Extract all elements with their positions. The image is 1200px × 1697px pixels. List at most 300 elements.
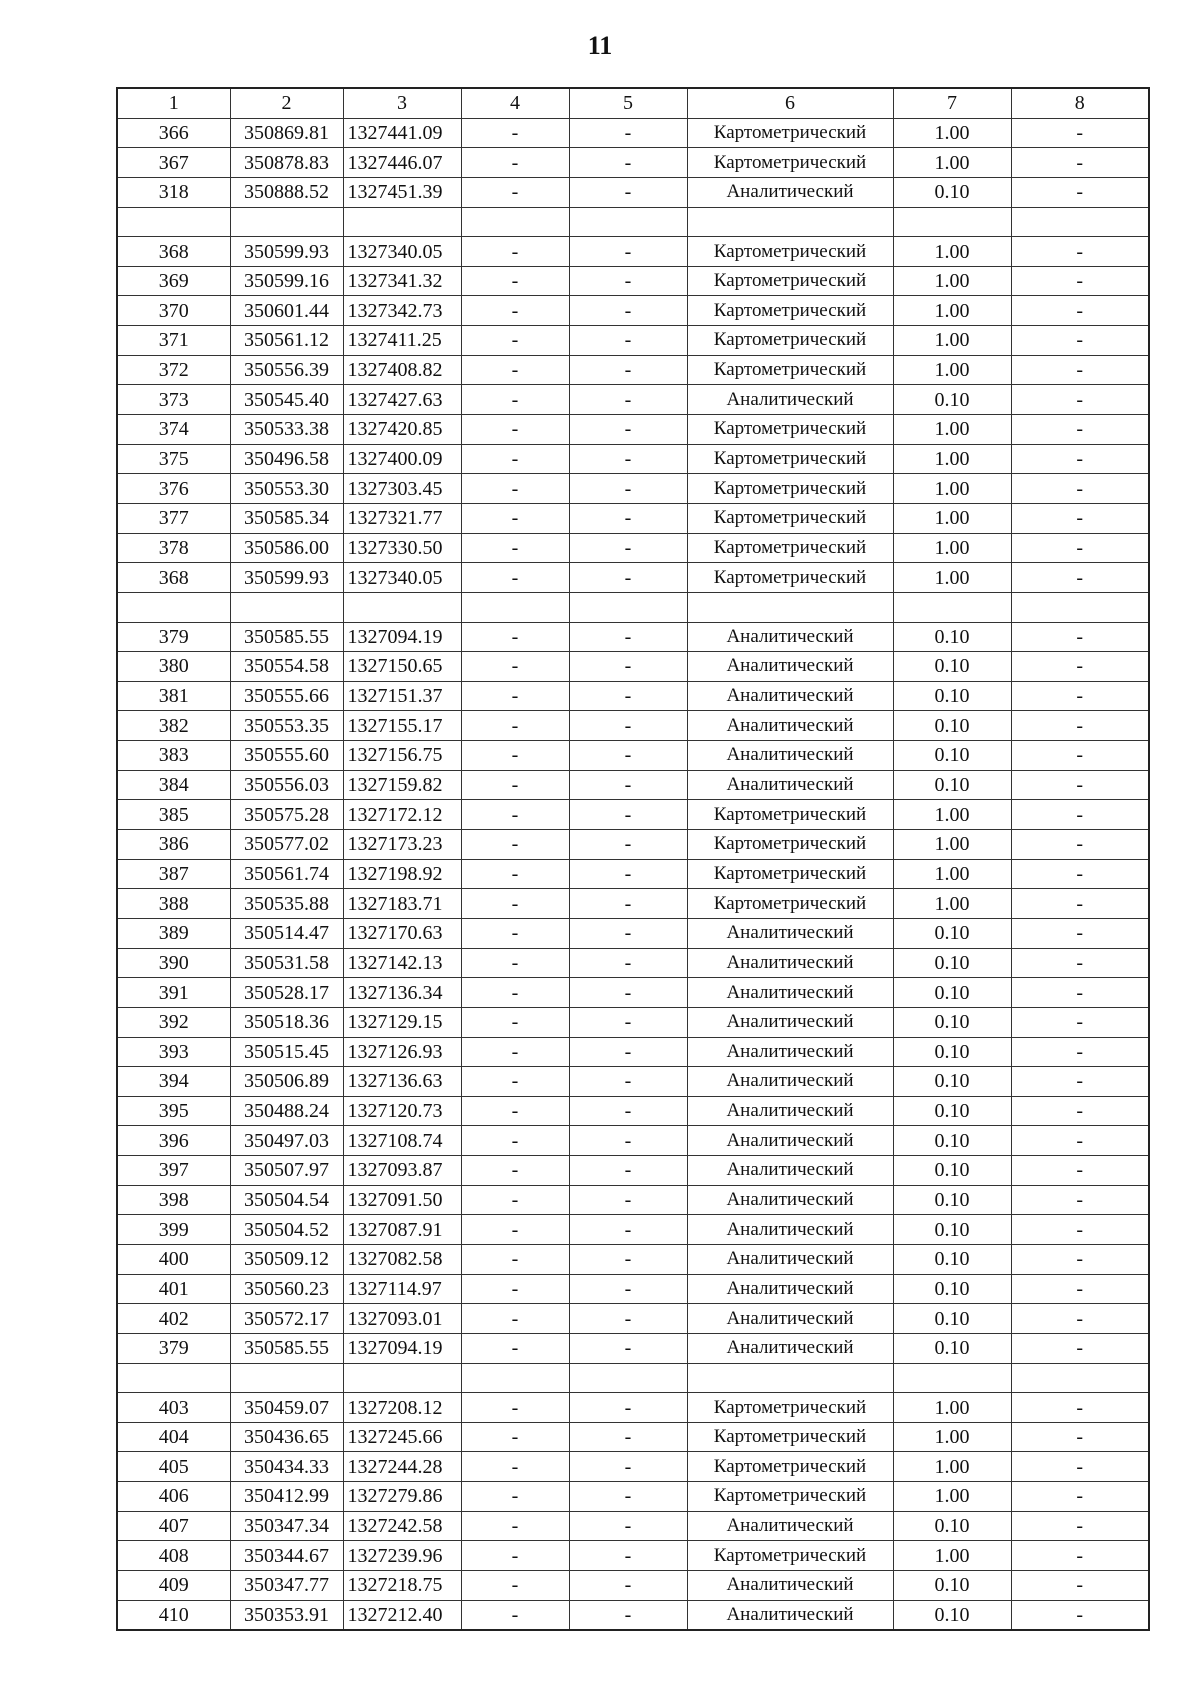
method-cell: Аналитический [687,1037,893,1067]
coord-x-cell: 350459.07 [230,1393,343,1423]
col-4-cell: - [461,266,569,296]
point-number-cell: 380 [117,652,230,682]
accuracy-cell: 0.10 [893,948,1011,978]
accuracy-cell: 0.10 [893,1511,1011,1541]
col-4-cell: - [461,1452,569,1482]
point-number-cell: 369 [117,266,230,296]
table-row [117,385,1149,415]
coord-x-cell: 350577.02 [230,830,343,860]
col-8-cell [1011,1363,1149,1393]
accuracy-cell: 0.10 [893,1126,1011,1156]
point-number-cell: 386 [117,830,230,860]
method-cell: Аналитический [687,1156,893,1186]
col-4-cell: - [461,681,569,711]
method-cell: Аналитический [687,1215,893,1245]
col-8-cell [1011,207,1149,237]
col-8-cell: - [1011,1037,1149,1067]
method-cell: Аналитический [687,1304,893,1334]
coord-x-cell: 350545.40 [230,385,343,415]
header-col-2: 2 [230,88,343,118]
method-cell: Аналитический [687,1600,893,1630]
coord-y-cell: 1327091.50 [343,1185,461,1215]
col-4-cell: - [461,474,569,504]
table-row [117,474,1149,504]
coord-x-cell: 350585.34 [230,503,343,533]
point-number-cell: 400 [117,1244,230,1274]
col-8-cell: - [1011,1304,1149,1334]
accuracy-cell: 0.10 [893,1571,1011,1601]
col-8-cell: - [1011,1482,1149,1512]
col-4-cell: - [461,1422,569,1452]
coord-x-cell: 350506.89 [230,1067,343,1097]
header-col-6: 6 [687,88,893,118]
coord-x-cell: 350497.03 [230,1126,343,1156]
coord-x-cell: 350496.58 [230,444,343,474]
method-cell: Аналитический [687,652,893,682]
col-8-cell: - [1011,563,1149,593]
point-number-cell [117,207,230,237]
col-4-cell: - [461,1600,569,1630]
coord-y-cell: 1327420.85 [343,415,461,445]
accuracy-cell: 1.00 [893,1393,1011,1423]
point-number-cell [117,1363,230,1393]
point-number-cell: 367 [117,148,230,178]
table-row [117,444,1149,474]
col-5-cell: - [569,326,687,356]
col-4-cell: - [461,563,569,593]
accuracy-cell: 1.00 [893,148,1011,178]
col-4-cell: - [461,741,569,771]
point-number-cell: 395 [117,1096,230,1126]
method-cell: Аналитический [687,177,893,207]
col-4-cell: - [461,1215,569,1245]
table-row [117,770,1149,800]
col-4-cell: - [461,1274,569,1304]
accuracy-cell: 0.10 [893,1007,1011,1037]
coord-x-cell: 350553.30 [230,474,343,504]
header-col-3: 3 [343,88,461,118]
header-row [117,88,1149,118]
table-row [117,355,1149,385]
point-number-cell: 371 [117,326,230,356]
coord-y-cell: 1327172.12 [343,800,461,830]
col-5-cell: - [569,1067,687,1097]
col-5-cell: - [569,681,687,711]
coord-y-cell: 1327212.40 [343,1600,461,1630]
coord-y-cell: 1327151.37 [343,681,461,711]
point-number-cell: 383 [117,741,230,771]
method-cell: Картометрический [687,118,893,148]
coord-y-cell: 1327340.05 [343,563,461,593]
coord-x-cell: 350586.00 [230,533,343,563]
point-number-cell: 368 [117,237,230,267]
method-cell: Картометрический [687,326,893,356]
col-5-cell: - [569,711,687,741]
col-8-cell: - [1011,1067,1149,1097]
coord-y-cell: 1327441.09 [343,118,461,148]
col-5-cell [569,592,687,622]
col-8-cell: - [1011,237,1149,267]
coord-x-cell: 350344.67 [230,1541,343,1571]
table-row [117,681,1149,711]
col-8-cell: - [1011,1007,1149,1037]
col-8-cell: - [1011,770,1149,800]
coord-x-cell: 350555.60 [230,741,343,771]
accuracy-cell: 0.10 [893,1156,1011,1186]
col-8-cell: - [1011,1274,1149,1304]
col-8-cell: - [1011,148,1149,178]
accuracy-cell: 1.00 [893,503,1011,533]
point-number-cell: 410 [117,1600,230,1630]
col-5-cell: - [569,1037,687,1067]
coord-x-cell: 350518.36 [230,1007,343,1037]
accuracy-cell: 0.10 [893,1304,1011,1334]
col-8-cell: - [1011,652,1149,682]
point-number-cell: 382 [117,711,230,741]
accuracy-cell [893,592,1011,622]
col-4-cell: - [461,148,569,178]
method-cell: Аналитический [687,1126,893,1156]
col-5-cell: - [569,859,687,889]
col-5-cell: - [569,1244,687,1274]
accuracy-cell: 0.10 [893,1037,1011,1067]
table-row [117,1007,1149,1037]
col-5-cell: - [569,1422,687,1452]
col-5-cell: - [569,800,687,830]
accuracy-cell: 1.00 [893,1541,1011,1571]
table-row [117,830,1149,860]
accuracy-cell: 0.10 [893,1600,1011,1630]
col-4-cell: - [461,1333,569,1363]
table-row [117,237,1149,267]
accuracy-cell: 1.00 [893,118,1011,148]
col-8-cell: - [1011,800,1149,830]
col-5-cell: - [569,918,687,948]
col-4-cell: - [461,859,569,889]
coord-y-cell: 1327330.50 [343,533,461,563]
col-5-cell: - [569,474,687,504]
table-row [117,148,1149,178]
coord-y-cell [343,592,461,622]
table-row [117,592,1149,622]
method-cell: Аналитический [687,770,893,800]
col-5-cell [569,207,687,237]
point-number-cell: 376 [117,474,230,504]
col-5-cell: - [569,1304,687,1334]
col-5-cell: - [569,1096,687,1126]
table-row [117,1067,1149,1097]
col-4-cell: - [461,503,569,533]
point-number-cell: 368 [117,563,230,593]
col-5-cell: - [569,1600,687,1630]
accuracy-cell: 1.00 [893,474,1011,504]
table-row [117,622,1149,652]
col-5-cell: - [569,948,687,978]
coord-x-cell: 350575.28 [230,800,343,830]
col-5-cell: - [569,385,687,415]
point-number-cell: 379 [117,1333,230,1363]
coord-x-cell [230,207,343,237]
table-row [117,326,1149,356]
table-row [117,1541,1149,1571]
col-4-cell: - [461,889,569,919]
col-8-cell: - [1011,1600,1149,1630]
method-cell: Аналитический [687,711,893,741]
col-4-cell: - [461,118,569,148]
accuracy-cell: 1.00 [893,859,1011,889]
coord-x-cell: 350585.55 [230,622,343,652]
accuracy-cell: 0.10 [893,1215,1011,1245]
table-row [117,652,1149,682]
coord-x-cell: 350504.54 [230,1185,343,1215]
coord-x-cell: 350353.91 [230,1600,343,1630]
coord-y-cell: 1327120.73 [343,1096,461,1126]
col-8-cell: - [1011,1571,1149,1601]
accuracy-cell: 0.10 [893,978,1011,1008]
accuracy-cell: 1.00 [893,800,1011,830]
point-number-cell: 384 [117,770,230,800]
accuracy-cell [893,207,1011,237]
col-8-cell: - [1011,859,1149,889]
point-number-cell: 405 [117,1452,230,1482]
col-4-cell: - [461,652,569,682]
col-4-cell: - [461,296,569,326]
table-row [117,711,1149,741]
col-4-cell: - [461,1541,569,1571]
col-8-cell: - [1011,830,1149,860]
col-8-cell: - [1011,1096,1149,1126]
col-4-cell: - [461,444,569,474]
accuracy-cell: 1.00 [893,237,1011,267]
coord-y-cell: 1327208.12 [343,1393,461,1423]
col-5-cell: - [569,177,687,207]
accuracy-cell: 1.00 [893,533,1011,563]
method-cell: Картометрический [687,296,893,326]
table-row [117,1126,1149,1156]
page-number: 11 [587,31,613,60]
table-row [117,1156,1149,1186]
col-4-cell: - [461,385,569,415]
table-row [117,1363,1149,1393]
method-cell: Картометрический [687,859,893,889]
col-4-cell: - [461,415,569,445]
point-number-cell: 392 [117,1007,230,1037]
point-number-cell [117,592,230,622]
col-5-cell: - [569,1541,687,1571]
coord-x-cell: 350509.12 [230,1244,343,1274]
coord-x-cell: 350347.34 [230,1511,343,1541]
col-5-cell: - [569,503,687,533]
col-4-cell: - [461,1067,569,1097]
point-number-cell: 409 [117,1571,230,1601]
accuracy-cell: 0.10 [893,1067,1011,1097]
col-5-cell: - [569,1571,687,1601]
header-col-8: 8 [1011,88,1149,118]
accuracy-cell: 0.10 [893,711,1011,741]
method-cell: Аналитический [687,978,893,1008]
point-number-cell: 398 [117,1185,230,1215]
method-cell: Аналитический [687,681,893,711]
point-number-cell: 408 [117,1541,230,1571]
accuracy-cell [893,1363,1011,1393]
coord-x-cell: 350535.88 [230,889,343,919]
col-8-cell: - [1011,177,1149,207]
table-body [117,118,1149,1630]
accuracy-cell: 1.00 [893,444,1011,474]
table-row [117,1482,1149,1512]
coord-y-cell [343,1363,461,1393]
coord-x-cell: 350554.58 [230,652,343,682]
table-row [117,1422,1149,1452]
accuracy-cell: 0.10 [893,385,1011,415]
col-8-cell: - [1011,1333,1149,1363]
coord-x-cell: 350556.39 [230,355,343,385]
col-8-cell: - [1011,355,1149,385]
method-cell: Картометрический [687,444,893,474]
col-5-cell: - [569,1274,687,1304]
col-4-cell: - [461,711,569,741]
method-cell: Картометрический [687,1452,893,1482]
col-8-cell: - [1011,622,1149,652]
coord-x-cell: 350555.66 [230,681,343,711]
table-row [117,1452,1149,1482]
col-8-cell: - [1011,1156,1149,1186]
method-cell: Аналитический [687,1185,893,1215]
method-cell: Аналитический [687,741,893,771]
coord-x-cell: 350560.23 [230,1274,343,1304]
table-row [117,1244,1149,1274]
coord-y-cell [343,207,461,237]
point-number-cell: 406 [117,1482,230,1512]
col-4-cell: - [461,177,569,207]
col-5-cell: - [569,652,687,682]
table-row [117,415,1149,445]
col-8-cell: - [1011,474,1149,504]
coord-y-cell: 1327342.73 [343,296,461,326]
method-cell: Картометрический [687,474,893,504]
col-8-cell: - [1011,1244,1149,1274]
method-cell: Аналитический [687,385,893,415]
method-cell: Картометрический [687,800,893,830]
col-8-cell: - [1011,889,1149,919]
method-cell: Картометрический [687,1541,893,1571]
coord-x-cell: 350434.33 [230,1452,343,1482]
coord-y-cell: 1327218.75 [343,1571,461,1601]
method-cell: Картометрический [687,503,893,533]
col-8-cell: - [1011,711,1149,741]
col-5-cell: - [569,830,687,860]
col-5-cell: - [569,1126,687,1156]
table-row [117,118,1149,148]
coord-x-cell: 350553.35 [230,711,343,741]
table-row [117,296,1149,326]
coord-x-cell: 350507.97 [230,1156,343,1186]
col-4-cell: - [461,622,569,652]
point-number-cell: 393 [117,1037,230,1067]
col-4-cell: - [461,770,569,800]
method-cell [687,592,893,622]
col-5-cell: - [569,1007,687,1037]
table-row [117,1274,1149,1304]
method-cell: Аналитический [687,1333,893,1363]
method-cell: Картометрический [687,355,893,385]
col-8-cell: - [1011,978,1149,1008]
coord-x-cell: 350878.83 [230,148,343,178]
col-5-cell: - [569,622,687,652]
col-4-cell: - [461,1393,569,1423]
point-number-cell: 366 [117,118,230,148]
col-8-cell: - [1011,948,1149,978]
coord-x-cell [230,1363,343,1393]
col-8-cell: - [1011,296,1149,326]
coord-y-cell: 1327321.77 [343,503,461,533]
col-5-cell: - [569,237,687,267]
accuracy-cell: 1.00 [893,889,1011,919]
col-8-cell: - [1011,1215,1149,1245]
coord-y-cell: 1327427.63 [343,385,461,415]
coord-y-cell: 1327093.01 [343,1304,461,1334]
coord-y-cell: 1327411.25 [343,326,461,356]
table-row [117,800,1149,830]
table-row [117,918,1149,948]
coord-y-cell: 1327155.17 [343,711,461,741]
method-cell: Аналитический [687,1274,893,1304]
method-cell: Картометрический [687,1482,893,1512]
col-8-cell: - [1011,1185,1149,1215]
coord-y-cell: 1327142.13 [343,948,461,978]
coord-y-cell: 1327341.32 [343,266,461,296]
col-4-cell: - [461,355,569,385]
coord-y-cell: 1327150.65 [343,652,461,682]
point-number-cell: 404 [117,1422,230,1452]
coord-y-cell: 1327451.39 [343,177,461,207]
coord-y-cell: 1327136.63 [343,1067,461,1097]
coord-y-cell: 1327094.19 [343,622,461,652]
method-cell: Картометрический [687,148,893,178]
coord-y-cell: 1327340.05 [343,237,461,267]
coord-y-cell: 1327114.97 [343,1274,461,1304]
coord-x-cell: 350599.93 [230,563,343,593]
point-number-cell: 391 [117,978,230,1008]
col-8-cell: - [1011,918,1149,948]
table-row [117,1600,1149,1630]
method-cell: Картометрический [687,415,893,445]
coord-y-cell: 1327303.45 [343,474,461,504]
col-5-cell: - [569,1482,687,1512]
col-8-cell: - [1011,1126,1149,1156]
method-cell: Аналитический [687,1244,893,1274]
col-5-cell: - [569,1156,687,1186]
method-cell [687,207,893,237]
col-5-cell: - [569,1215,687,1245]
col-4-cell: - [461,1571,569,1601]
coord-x-cell: 350528.17 [230,978,343,1008]
coord-y-cell: 1327173.23 [343,830,461,860]
accuracy-cell: 1.00 [893,1452,1011,1482]
table-row [117,1511,1149,1541]
col-5-cell: - [569,1393,687,1423]
point-number-cell: 403 [117,1393,230,1423]
method-cell: Аналитический [687,1007,893,1037]
coord-x-cell: 350533.38 [230,415,343,445]
accuracy-cell: 1.00 [893,1482,1011,1512]
method-cell: Картометрический [687,1393,893,1423]
col-8-cell: - [1011,266,1149,296]
coord-y-cell: 1327082.58 [343,1244,461,1274]
table-row [117,503,1149,533]
table-row [117,563,1149,593]
point-number-cell: 318 [117,177,230,207]
